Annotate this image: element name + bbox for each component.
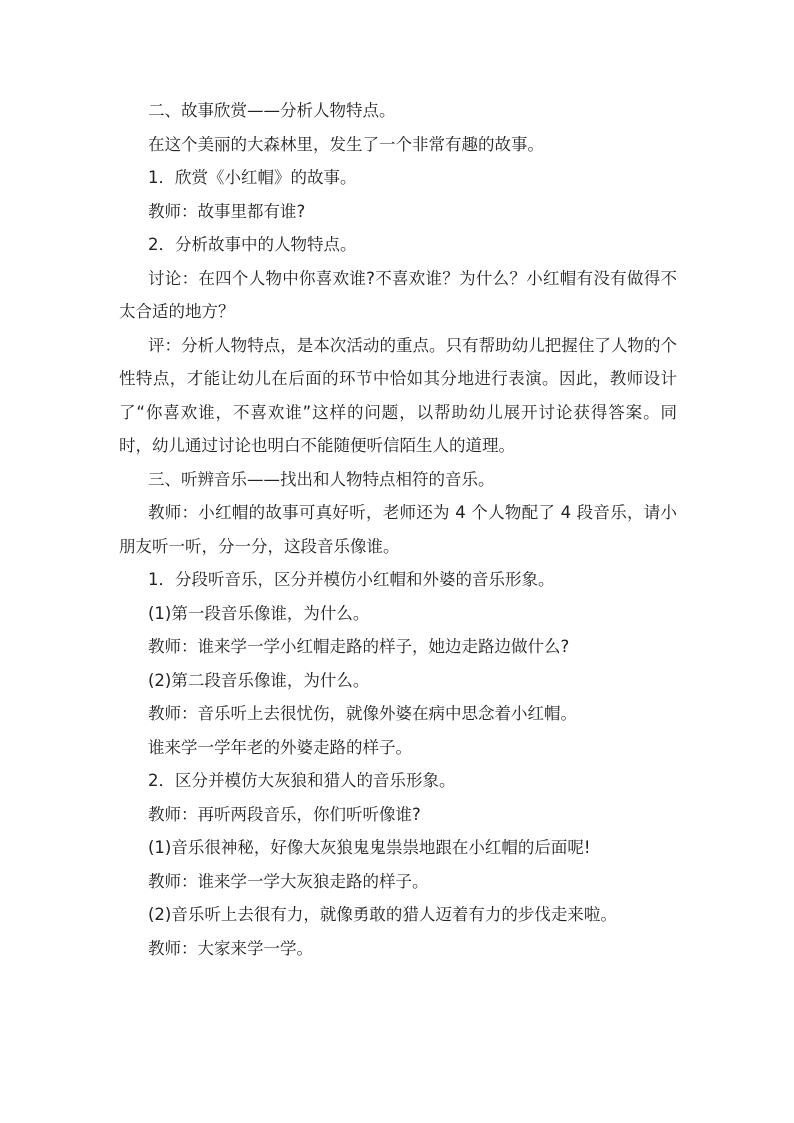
step-heading: 1．分段听音乐，区分并模仿小红帽和外婆的音乐形象。 bbox=[148, 570, 555, 589]
teacher-line: 教师：小红帽的故事可真好听，老师还为 4 个人物配了 4 段音乐，请小朋友听一听，分一分，这段音乐像谁。 bbox=[119, 503, 677, 556]
section-heading-music: 三、听辨音乐——找出和人物特点相符的音乐。 bbox=[148, 469, 495, 489]
paragraph: 在这个美丽的大森林里，发生了一个非常有趣的故事。 bbox=[148, 134, 544, 154]
teacher-line: 教师：故事里都有谁? bbox=[148, 201, 306, 221]
sub-item: (2)音乐听上去很有力，就像勇敢的猎人迈着有力的步伐走来啦。 bbox=[148, 905, 617, 924]
sub-item: (2)第二段音乐像谁，为什么。 bbox=[148, 670, 370, 690]
paragraph: 谁来学一学年老的外婆走路的样子。 bbox=[148, 737, 412, 757]
teacher-line: 教师：大家来学一学。 bbox=[148, 938, 313, 958]
sub-item: (1)音乐很神秘，好像大灰狼鬼鬼祟祟地跟在小红帽的后面呢! bbox=[148, 838, 591, 857]
comment-paragraph: 评：分析人物特点，是本次活动的重点。只有帮助幼儿把握住了人物的个性特点，才能让幼儿在后面的环节中恰如其分地进行表演。因此，教师设计了“你喜欢谁，不喜欢谁”这样的问题，以帮助幼儿展开讨论获得答案。同时，幼儿通过讨论也明白不能随便听信陌生人的道理。 bbox=[119, 335, 677, 455]
section-heading-story: 二、故事欣赏——分析人物特点。 bbox=[148, 101, 396, 120]
document-body bbox=[119, 94, 677, 965]
teacher-line: 教师：谁来学一学小红帽走路的样子，她边走路边做什么? bbox=[148, 637, 570, 656]
step-heading: 1．欣赏《小红帽》的故事。 bbox=[148, 168, 357, 187]
sub-item: (1)第一段音乐像谁，为什么。 bbox=[148, 603, 370, 623]
step-heading: 2．分析故事中的人物特点。 bbox=[148, 235, 357, 254]
teacher-line: 教师：再听两段音乐，你们听听像谁? bbox=[148, 804, 421, 824]
teacher-line: 教师：谁来学一学大灰狼走路的样子。 bbox=[148, 871, 429, 891]
discussion-paragraph: 讨论：在四个人物中你喜欢谁?不喜欢谁？为什么？小红帽有没有做得不太合适的地方？ bbox=[119, 268, 677, 321]
step-heading: 2．区分并模仿大灰狼和猎人的音乐形象。 bbox=[148, 771, 456, 790]
teacher-line: 教师：音乐听上去很忧伤，就像外婆在病中思念着小红帽。 bbox=[148, 704, 577, 723]
